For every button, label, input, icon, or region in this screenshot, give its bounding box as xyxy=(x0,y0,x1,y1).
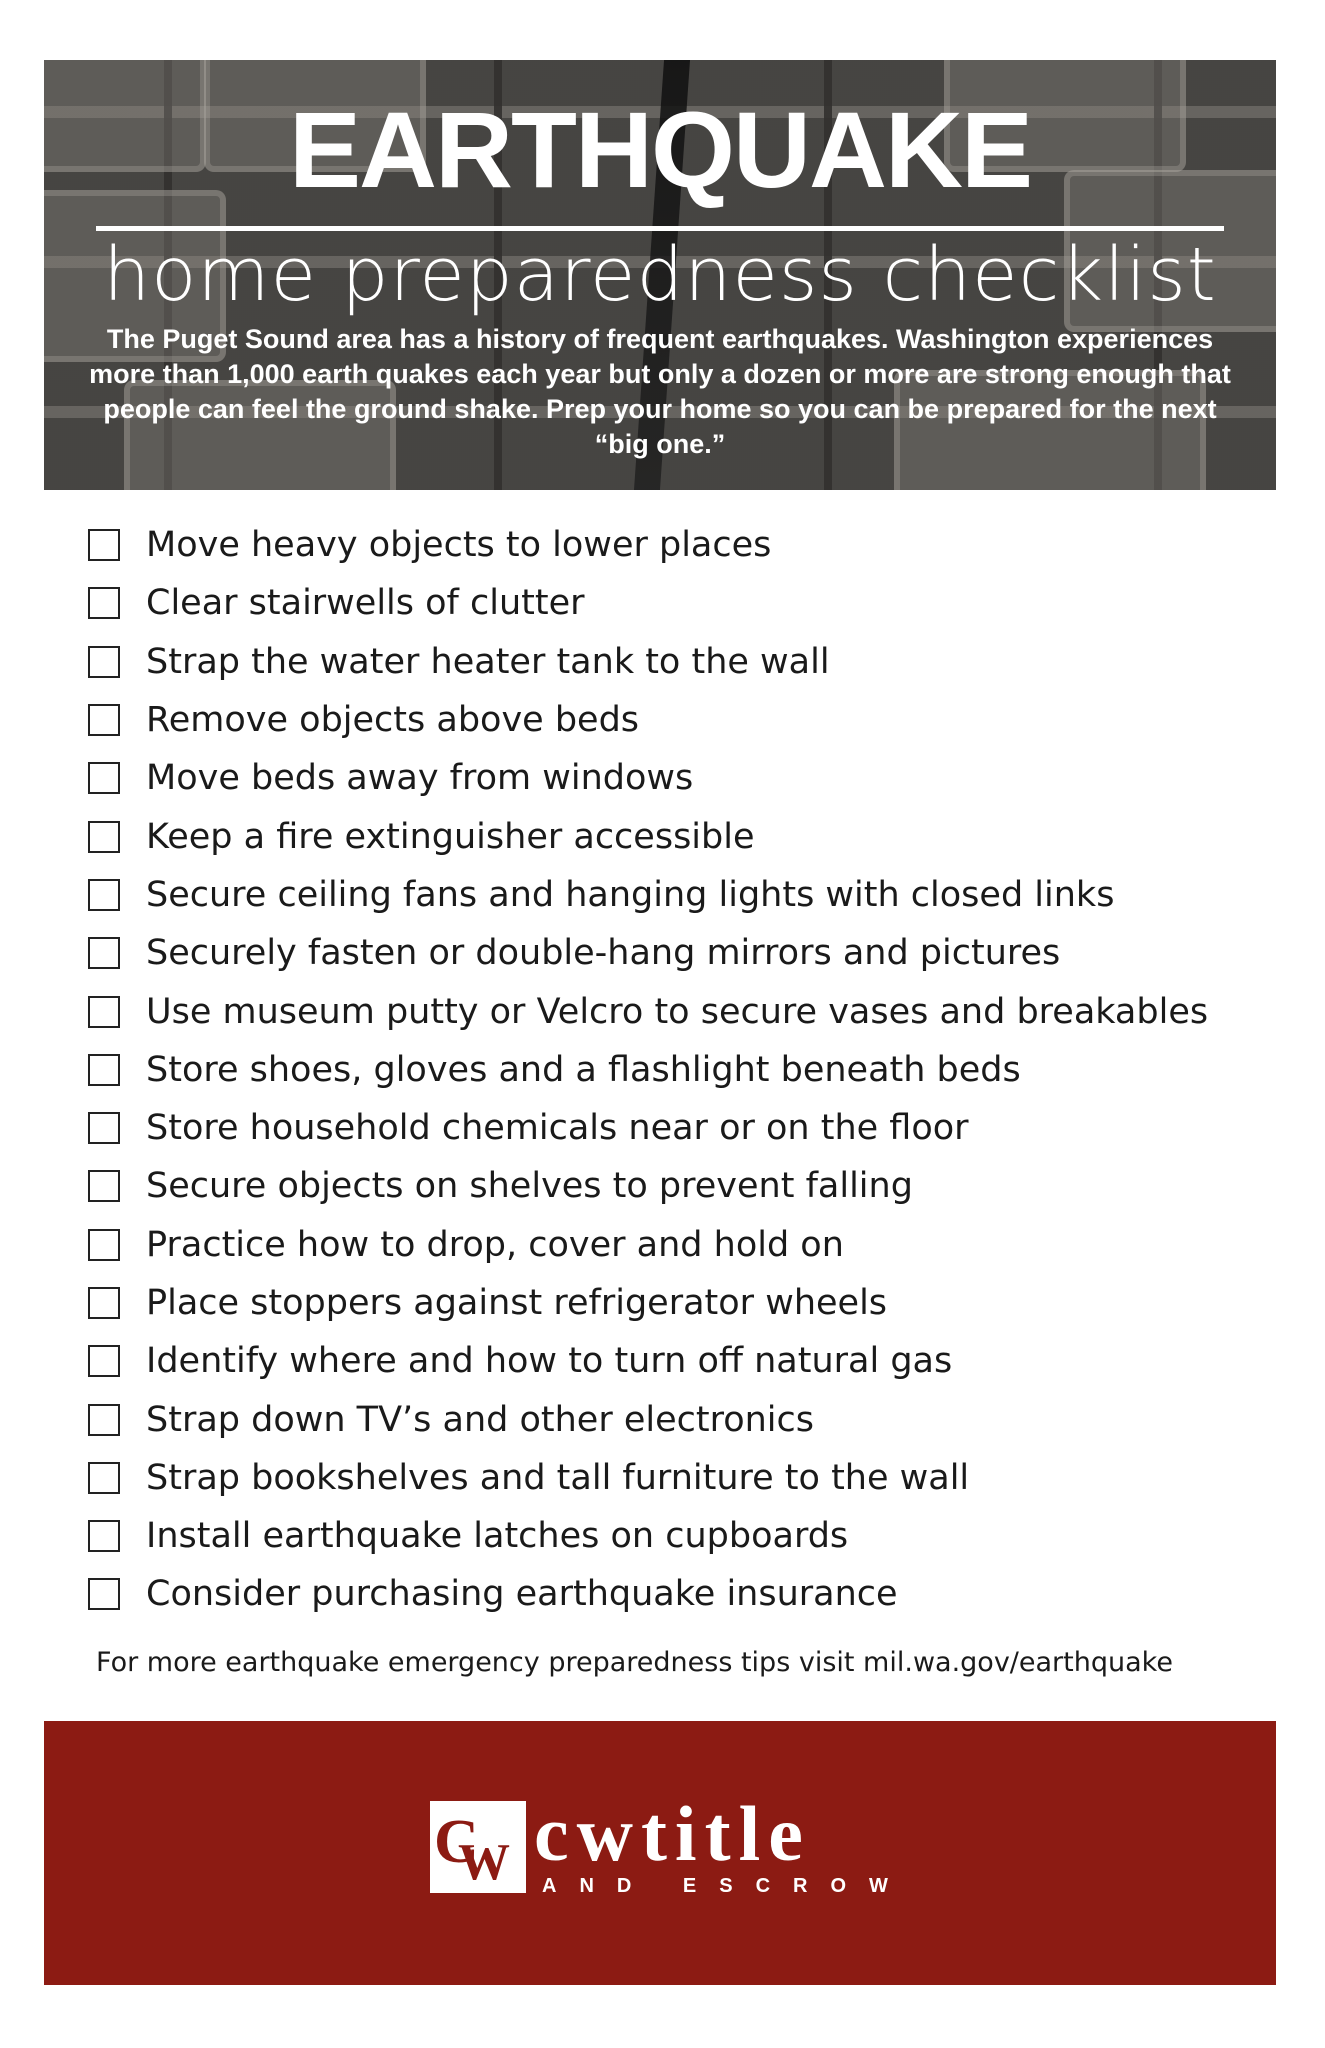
checklist-item[interactable] xyxy=(88,574,1268,632)
checkbox[interactable] xyxy=(88,1520,120,1552)
checklist-item-label: Remove objects above beds xyxy=(146,700,640,741)
checklist-item[interactable] xyxy=(88,866,1268,924)
logo-mark xyxy=(430,1801,526,1893)
checklist-item[interactable] xyxy=(88,691,1268,749)
checkbox[interactable] xyxy=(88,529,120,561)
checkbox[interactable] xyxy=(88,996,120,1028)
checklist-item[interactable] xyxy=(88,1157,1268,1215)
checklist-item-label: Place stoppers against refrigerator wheels xyxy=(146,1283,888,1323)
checklist-item[interactable] xyxy=(88,924,1268,982)
page-title: EARTHQUAKE xyxy=(288,89,1031,210)
checklist-item-label: Store household chemicals near or on the floor xyxy=(146,1108,969,1149)
company-logo xyxy=(430,1790,950,1901)
checklist-item[interactable] xyxy=(88,749,1268,807)
logo-mark-c: C xyxy=(434,1808,479,1876)
logo-tagline: AND ESCROW xyxy=(542,1875,911,1897)
checklist-item-label: Secure ceiling fans and hanging lights with closed links xyxy=(146,874,1115,915)
checklist-item-label: Store shoes, gloves and a flashlight beneath beds xyxy=(146,1049,1021,1090)
checkbox[interactable] xyxy=(88,1054,120,1086)
header-banner xyxy=(44,60,1276,490)
checklist-item-label: Use museum putty or Velcro to secure vases and breakables xyxy=(146,991,1209,1032)
checklist-item[interactable] xyxy=(88,1274,1268,1332)
page-subtitle: home preparedness checklist xyxy=(103,232,1217,318)
checkbox[interactable] xyxy=(88,1287,120,1319)
checkbox[interactable] xyxy=(88,587,120,619)
more-info-note: For more earthquake emergency preparedness tips visit mil.wa.gov/earthquake xyxy=(96,1647,1173,1678)
checklist-item[interactable] xyxy=(88,1390,1268,1448)
intro-paragraph: The Puget Sound area has a history of frequent earthquakes. Washington experiences more than 1,000 earth quakes each year but only a dozen or more are strong enough that people can feel the ground shake. Prep your home so you can be prepared for the next “big one.” xyxy=(89,324,1231,459)
checkbox[interactable] xyxy=(88,1345,120,1377)
checklist-item[interactable] xyxy=(88,1216,1268,1274)
checklist-item-label: Clear stairwells of clutter xyxy=(146,583,585,624)
checklist-item[interactable] xyxy=(88,1507,1268,1565)
checklist-item[interactable] xyxy=(88,1332,1268,1390)
logo-wordmark: cwtitle xyxy=(534,1790,811,1877)
checkbox[interactable] xyxy=(88,1112,120,1144)
checklist-item-label: Strap down TV’s and other electronics xyxy=(146,1399,815,1440)
checklist-item-label: Strap bookshelves and tall furniture to the wall xyxy=(146,1457,970,1498)
preparedness-checklist xyxy=(88,516,1268,1624)
checkbox[interactable] xyxy=(88,937,120,969)
checkbox[interactable] xyxy=(88,1229,120,1261)
checkbox[interactable] xyxy=(88,762,120,794)
checklist-item[interactable] xyxy=(88,1041,1268,1099)
checklist-item[interactable] xyxy=(88,633,1268,691)
checkbox[interactable] xyxy=(88,879,120,911)
checklist-item[interactable] xyxy=(88,982,1268,1040)
checkbox[interactable] xyxy=(88,821,120,853)
checklist-item[interactable] xyxy=(88,1449,1268,1507)
checklist-item-label: Install earthquake latches on cupboards xyxy=(146,1516,849,1557)
checklist-item[interactable] xyxy=(88,516,1268,574)
checklist-item-label: Securely fasten or double-hang mirrors and pictures xyxy=(146,933,1061,974)
checklist-item-label: Secure objects on shelves to prevent falling xyxy=(146,1166,913,1207)
checklist-item-label: Move beds away from windows xyxy=(146,758,694,799)
checklist-item-label: Identify where and how to turn off natural gas xyxy=(146,1341,953,1382)
checkbox[interactable] xyxy=(88,1170,120,1202)
checklist-item[interactable] xyxy=(88,1565,1268,1623)
checkbox[interactable] xyxy=(88,1578,120,1610)
checklist-item[interactable] xyxy=(88,1099,1268,1157)
checklist-item-label: Practice how to drop, cover and hold on xyxy=(146,1224,844,1265)
checkbox[interactable] xyxy=(88,1404,120,1436)
checklist-item-label: Keep a fire extinguisher accessible xyxy=(146,816,755,857)
checkbox[interactable] xyxy=(88,704,120,736)
checklist-item[interactable] xyxy=(88,807,1268,865)
title-divider xyxy=(96,226,1224,231)
checkbox[interactable] xyxy=(88,646,120,678)
logo-mark-w: W xyxy=(458,1834,510,1891)
checklist-item-label: Move heavy objects to lower places xyxy=(146,525,772,566)
checkbox[interactable] xyxy=(88,1462,120,1494)
footer-banner xyxy=(44,1721,1276,1985)
checklist-item-label: Strap the water heater tank to the wall xyxy=(146,641,830,682)
checklist-item-label: Consider purchasing earthquake insurance xyxy=(146,1574,898,1615)
